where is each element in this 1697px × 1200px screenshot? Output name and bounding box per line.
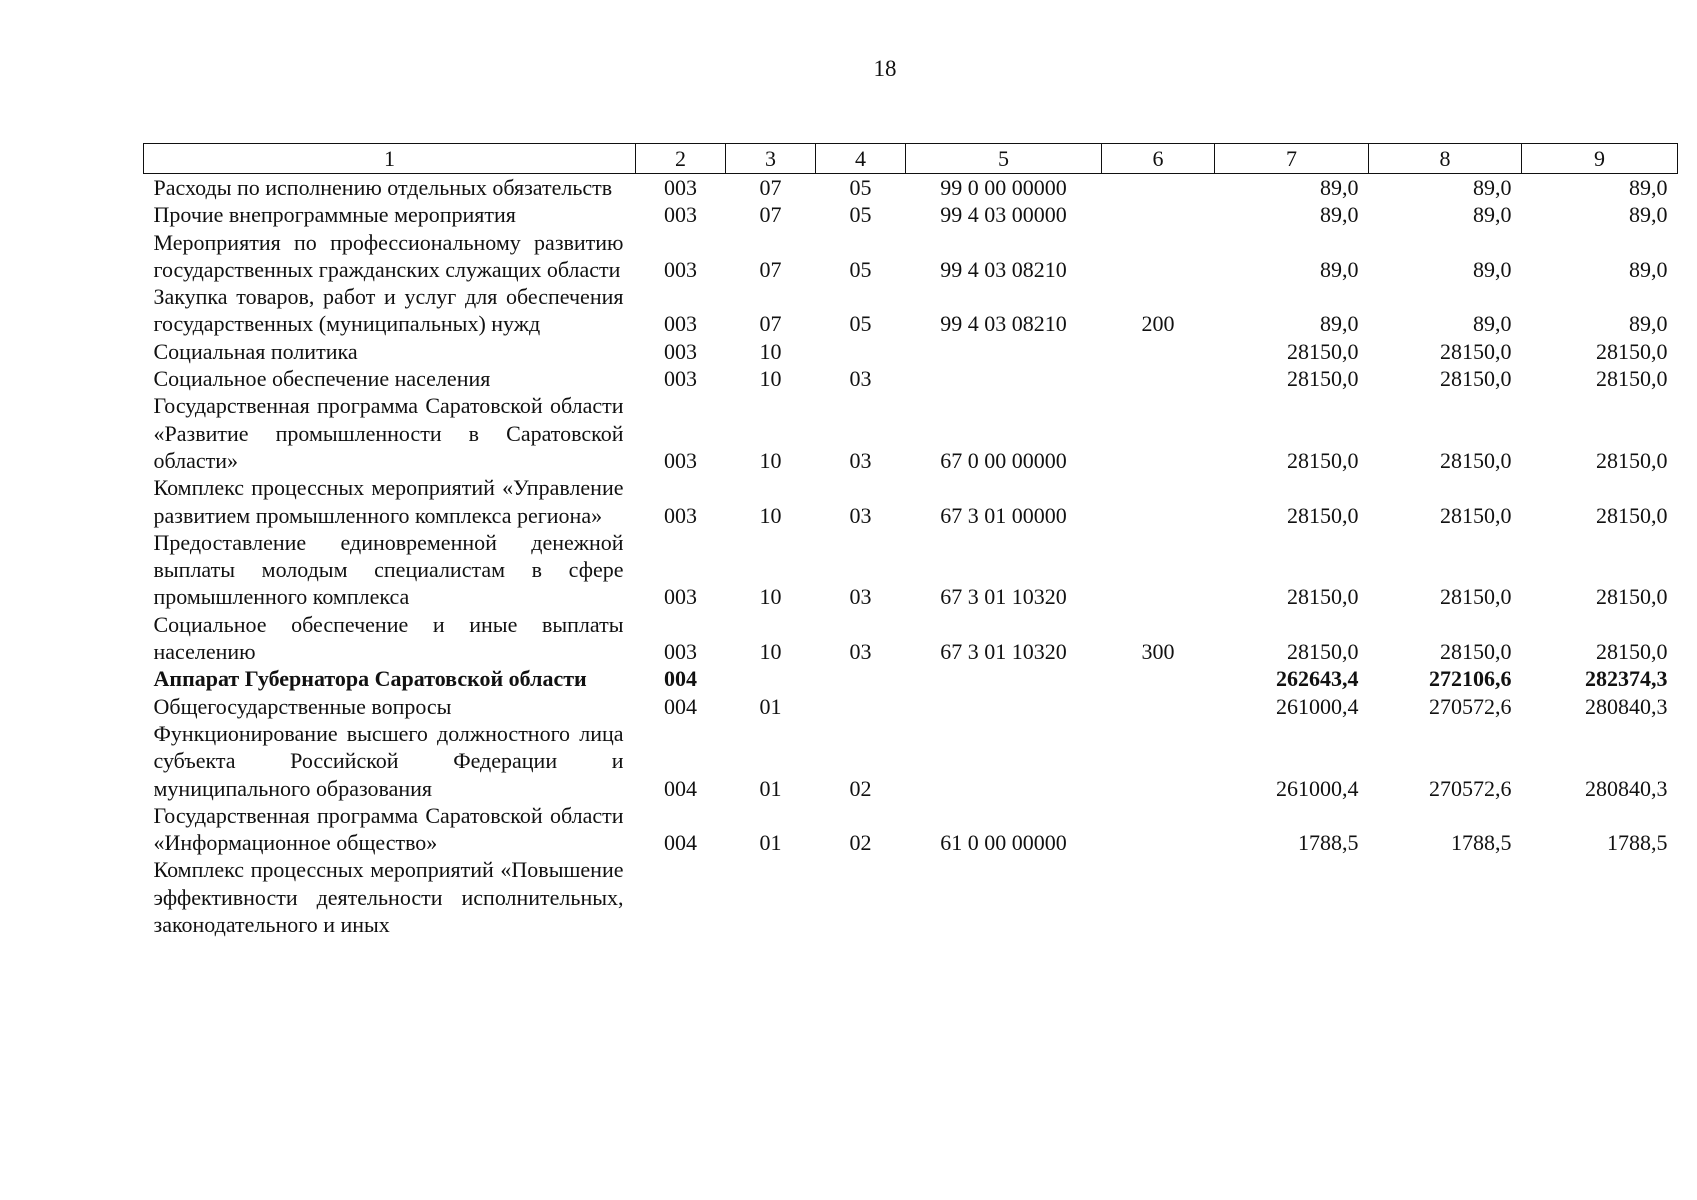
row-amount-year-3: 1788,5 [1607,830,1668,856]
row-target-article: 99 0 00 00000 [940,175,1067,200]
row-target-article: 99 4 03 08210 [940,256,1067,282]
column-header-9: 9 [1522,144,1678,174]
row-amount-year-1: 262643,4 [1276,666,1359,692]
row-subsection-code: 03 [849,639,872,665]
row-amount-year-2: 28150,0 [1440,447,1512,473]
row-subsection-code [816,665,906,692]
row-section-code: 07 [759,256,782,282]
row-expense-type [1102,201,1215,228]
row-target-article [906,693,1102,720]
column-header-1: 1 [144,144,636,174]
row-amount-year-2: 89,0 [1473,256,1512,282]
row-description: Предоставление единовременной денежной выплаты молодым специалистам в сфере промышленного комплекса [153,529,624,610]
row-admin-code: 003 [664,256,697,282]
row-subsection-code: 03 [849,584,872,610]
row-admin-code: 003 [664,202,697,228]
row-subsection-code: 05 [849,202,872,228]
row-amount-year-1: 89,0 [1320,202,1359,228]
row-expense-type [1102,174,1215,202]
row-description: Аппарат Губернатора Саратовской области [153,666,587,692]
row-subsection-code: 03 [849,447,872,473]
column-header-3: 3 [726,144,816,174]
row-amount-year-1: 89,0 [1320,311,1359,337]
row-admin-code [636,856,726,938]
table-row [144,693,1678,720]
row-subsection-code: 05 [849,311,872,337]
row-description: Социальное обеспечение и иные выплаты населению [153,611,624,665]
row-admin-code: 003 [664,639,697,665]
row-target-article: 67 3 01 10320 [940,584,1067,610]
row-section-code: 01 [759,693,782,719]
row-amount-year-2: 270572,6 [1429,775,1512,801]
row-description: Социальная политика [153,338,358,364]
row-amount-year-3: 280840,3 [1585,775,1668,801]
row-admin-code: 003 [664,338,697,364]
row-description: Функционирование высшего должностного лица субъекта Российской Федерации и муниципального образования [153,720,624,801]
row-admin-code: 004 [664,693,697,719]
row-expense-type: 300 [1141,639,1175,665]
row-subsection-code: 02 [849,830,872,856]
row-amount-year-2: 28150,0 [1440,338,1512,364]
row-amount-year-3: 280840,3 [1585,693,1668,719]
row-section-code [726,665,816,692]
column-header-2: 2 [636,144,726,174]
row-admin-code: 003 [664,366,697,392]
row-admin-code: 003 [664,175,697,200]
row-target-article: 99 4 03 08210 [940,311,1067,337]
column-header-8: 8 [1369,144,1522,174]
row-description: Государственная программа Саратовской области «Развитие промышленности в Саратовской области» [153,393,624,473]
row-target-article: 61 0 00 00000 [940,830,1067,856]
row-target-article: 67 3 01 10320 [940,639,1067,665]
row-admin-code: 003 [664,502,697,528]
table-row [144,338,1678,365]
row-amount-year-3: 28150,0 [1596,584,1668,610]
row-amount-year-1: 28150,0 [1287,584,1359,610]
column-header-5: 5 [906,144,1102,174]
row-section-code: 10 [759,584,782,610]
row-amount-year-1: 261000,4 [1276,693,1359,719]
row-amount-year-2: 28150,0 [1440,584,1512,610]
row-section-code: 07 [759,202,782,228]
row-section-code: 10 [759,366,782,392]
table-row [144,611,1678,666]
row-amount-year-2: 28150,0 [1440,639,1512,665]
row-admin-code: 003 [664,584,697,610]
row-expense-type [1102,338,1215,365]
row-target-article [906,338,1102,365]
row-amount-year-3: 89,0 [1629,311,1668,337]
table-row [144,365,1678,392]
row-description: Мероприятия по профессиональному развитию государственных гражданских служащих области [153,229,624,282]
row-target-article: 67 3 01 00000 [940,502,1067,528]
row-section-code: 10 [759,639,782,665]
row-amount-year-3 [1522,856,1678,938]
row-amount-year-1: 28150,0 [1287,502,1359,528]
row-amount-year-2: 272106,6 [1429,666,1512,692]
row-description: Социальное обеспечение населения [153,366,491,392]
row-expense-type [1102,665,1215,692]
row-section-code: 10 [759,338,782,364]
row-description: Закупка товаров, работ и услуг для обеспечения государственных (муниципальных) нужд [153,284,624,337]
row-expense-type [1102,720,1215,802]
row-amount-year-3: 28150,0 [1596,338,1668,364]
row-description: Расходы по исполнению отдельных обязательств [153,175,613,200]
row-section-code [726,856,816,938]
row-expense-type [1102,229,1215,284]
row-subsection-code: 05 [849,256,872,282]
row-subsection-code: 02 [849,775,872,801]
row-target-article [906,856,1102,938]
row-admin-code: 003 [664,447,697,473]
row-amount-year-1: 1788,5 [1298,830,1359,856]
row-description: Государственная программа Саратовской области «Информационное общество» [153,802,624,856]
row-section-code: 07 [759,175,782,200]
row-expense-type [1102,856,1215,938]
row-amount-year-2: 89,0 [1473,311,1512,337]
row-subsection-code [816,338,906,365]
row-amount-year-2: 89,0 [1473,175,1512,200]
row-amount-year-3: 89,0 [1629,256,1668,282]
budget-table [143,143,1678,938]
row-subsection-code [816,856,906,938]
row-amount-year-2: 270572,6 [1429,693,1512,719]
column-header-7: 7 [1215,144,1369,174]
page-number: 18 [873,56,897,81]
header-row [144,144,1678,174]
row-amount-year-2: 89,0 [1473,202,1512,228]
table-row [144,201,1678,228]
row-admin-code: 004 [664,830,697,856]
row-amount-year-3: 282374,3 [1585,666,1668,692]
row-amount-year-3: 28150,0 [1596,447,1668,473]
row-expense-type [1102,693,1215,720]
row-expense-type [1102,529,1215,611]
row-target-article: 99 4 03 00000 [940,202,1067,228]
table-row [144,665,1678,692]
row-section-code: 01 [759,775,782,801]
row-amount-year-2: 28150,0 [1440,502,1512,528]
table-row [144,529,1678,611]
table-row [144,802,1678,857]
row-section-code: 01 [759,830,782,856]
table-body [144,174,1678,939]
row-description: Комплекс процессных мероприятий «Повышение эффективности деятельности исполнительных, законодательного и иных [153,857,624,938]
row-amount-year-1: 261000,4 [1276,775,1359,801]
row-amount-year-3: 28150,0 [1596,639,1668,665]
row-amount-year-2: 28150,0 [1440,366,1512,392]
table-row [144,229,1678,284]
row-amount-year-3: 28150,0 [1596,366,1668,392]
row-admin-code: 004 [664,775,697,801]
row-expense-type [1102,802,1215,857]
row-target-article [906,720,1102,802]
row-admin-code: 004 [664,666,697,692]
row-target-article [906,665,1102,692]
row-subsection-code: 05 [849,175,872,200]
table-row [144,174,1678,202]
row-subsection-code: 03 [849,366,872,392]
row-amount-year-1: 28150,0 [1287,366,1359,392]
row-amount-year-1: 28150,0 [1287,639,1359,665]
row-amount-year-1: 28150,0 [1287,447,1359,473]
table-row [144,720,1678,802]
row-expense-type [1102,474,1215,529]
table-row [144,474,1678,529]
row-description: Общегосударственные вопросы [153,693,452,719]
row-description: Прочие внепрограммные мероприятия [153,202,516,228]
row-description: Комплекс процессных мероприятий «Управление развитием промышленного комплекса региона» [153,475,624,528]
row-amount-year-1 [1215,856,1369,938]
row-amount-year-3: 89,0 [1629,175,1668,200]
row-section-code: 10 [759,502,782,528]
row-subsection-code: 03 [849,502,872,528]
table-row [144,283,1678,338]
row-amount-year-1: 89,0 [1320,256,1359,282]
column-header-6: 6 [1102,144,1215,174]
row-section-code: 07 [759,311,782,337]
row-admin-code: 003 [664,311,697,337]
row-target-article: 67 0 00 00000 [940,447,1067,473]
row-amount-year-1: 28150,0 [1287,338,1359,364]
row-amount-year-2 [1369,856,1522,938]
row-expense-type: 200 [1141,311,1175,337]
row-section-code: 10 [759,447,782,473]
row-amount-year-1: 89,0 [1320,175,1359,200]
row-amount-year-2: 1788,5 [1451,830,1512,856]
row-amount-year-3: 89,0 [1629,202,1668,228]
row-expense-type [1102,365,1215,392]
table-row [144,392,1678,474]
table-row [144,856,1678,938]
row-target-article [906,365,1102,392]
row-expense-type [1102,392,1215,474]
row-amount-year-3: 28150,0 [1596,502,1668,528]
row-subsection-code [816,693,906,720]
column-header-4: 4 [816,144,906,174]
